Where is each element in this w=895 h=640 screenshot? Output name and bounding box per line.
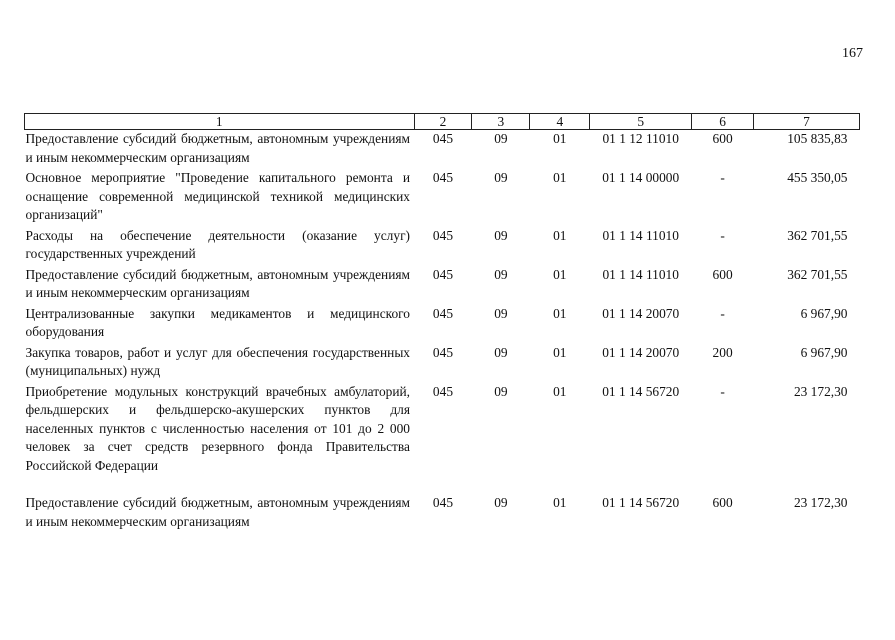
row-section-code: 09 [494,227,508,243]
row-amount: 362 701,55 [787,227,848,243]
row-name: Предоставление субсидий бюджетным, автономным учреждениям и иным некоммерческим организациям [25,495,411,529]
row-name: Приобретение модульных конструкций врачебных амбулаторий, фельдшерских и фельдшерско-акушерских пунктов для населенных пунктов с численностью населения от 101 до 2 000 человек за счет средств резервного фонда Правительства Российской Федерации [25,383,411,473]
row-amount: 23 172,30 [793,383,848,399]
row-subsection-code: 01 [553,131,567,146]
row-expense-type: - [720,305,725,321]
row-expense-type: - [720,170,725,185]
row-expense-type: - [720,383,725,399]
row-target-code: 01 1 14 56720 [602,383,680,399]
row-section-code: 09 [494,344,508,360]
table-row [25,344,860,383]
row-ministry-code: 045 [432,170,454,185]
header-col-5: 5 [590,114,692,130]
row-target-code: 01 1 14 00000 [602,170,680,185]
row-amount: 362 701,55 [787,266,848,282]
row-ministry-code: 045 [432,266,454,282]
table-row [25,305,860,344]
row-expense-type: 600 [712,266,733,282]
row-amount: 105 835,83 [787,131,848,146]
row-ministry-code: 045 [432,305,454,321]
row-subsection-code: 01 [553,170,567,185]
row-name: Закупка товаров, работ и услуг для обеспечения государственных (муниципальных) нужд [25,344,411,378]
row-target-code: 01 1 14 11010 [602,227,679,243]
row-subsection-code: 01 [553,383,567,399]
row-target-code: 01 1 14 20070 [602,305,680,321]
table-header-row [25,114,860,130]
header-col-1: 1 [25,114,415,130]
row-subsection-code: 01 [553,305,567,321]
row-spacer [25,477,860,494]
row-name: Предоставление субсидий бюджетным, автономным учреждениям и иным некоммерческим организациям [25,266,411,300]
row-section-code: 09 [494,383,508,399]
row-expense-type: - [720,227,725,243]
header-col-3: 3 [472,114,530,130]
row-subsection-code: 01 [553,227,567,243]
row-name: Предоставление субсидий бюджетным, автономным учреждениям и иным некоммерческим организациям [25,131,411,165]
row-section-code: 09 [494,305,508,321]
row-subsection-code: 01 [553,495,567,510]
row-ministry-code: 045 [432,131,454,146]
table-row [25,494,860,533]
row-section-code: 09 [494,266,508,282]
row-ministry-code: 045 [432,344,454,360]
table-row [25,383,860,478]
header-col-6: 6 [692,114,754,130]
table-row [25,169,860,227]
row-amount: 6 967,90 [800,344,848,360]
table-row [25,130,860,170]
page-number: 167 [842,46,863,61]
row-ministry-code: 045 [432,495,454,510]
row-subsection-code: 01 [553,344,567,360]
row-expense-type: 600 [712,131,733,146]
row-section-code: 09 [494,495,508,510]
row-name: Основное мероприятие "Проведение капитального ремонта и оснащение современной медицинской техникой медицинских организаций" [25,170,411,222]
row-target-code: 01 1 14 56720 [602,495,680,510]
row-name: Расходы на обеспечение деятельности (оказание услуг) государственных учреждений [25,227,411,261]
row-name: Централизованные закупки медикаментов и медицинского оборудования [25,305,411,339]
header-col-7: 7 [754,114,860,130]
row-target-code: 01 1 12 11010 [602,131,679,146]
row-expense-type: 600 [712,495,733,510]
row-ministry-code: 045 [432,227,454,243]
row-section-code: 09 [494,131,508,146]
row-target-code: 01 1 14 20070 [602,344,680,360]
row-target-code: 01 1 14 11010 [602,266,679,282]
table-row [25,227,860,266]
row-amount: 6 967,90 [800,305,848,321]
header-col-2: 2 [414,114,472,130]
row-subsection-code: 01 [553,266,567,282]
row-amount: 455 350,05 [787,170,848,185]
budget-table [24,113,860,533]
header-col-4: 4 [530,114,590,130]
row-amount: 23 172,30 [793,495,848,510]
row-expense-type: 200 [712,344,733,360]
table-row [25,266,860,305]
row-section-code: 09 [494,170,508,185]
row-ministry-code: 045 [432,383,454,399]
